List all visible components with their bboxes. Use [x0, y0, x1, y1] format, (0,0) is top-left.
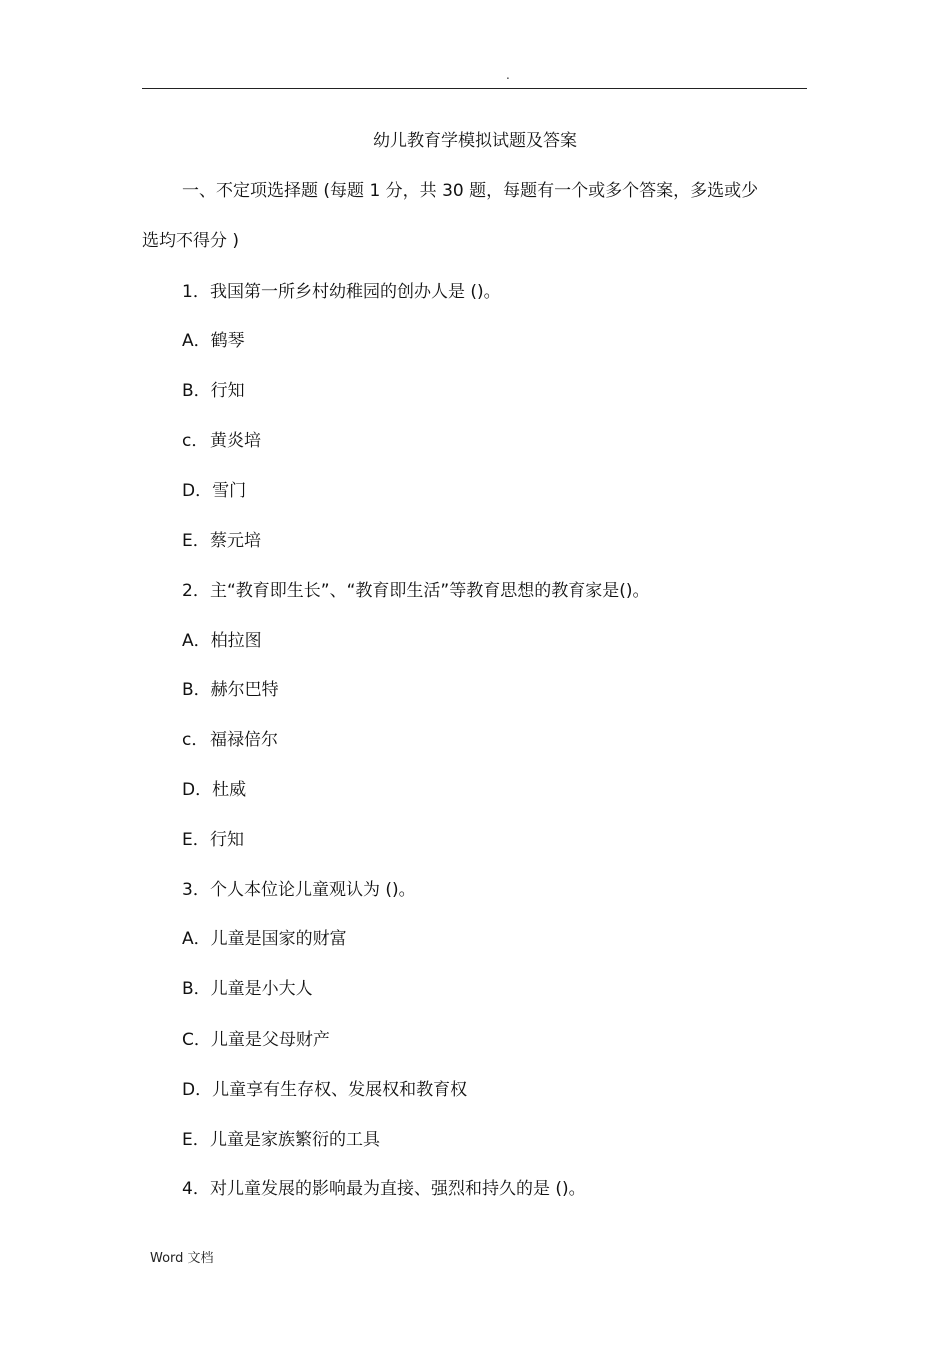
option-label: A．: [182, 631, 211, 651]
option-text: 行知: [210, 381, 245, 401]
option-text: 儿童是国家的财富: [210, 929, 347, 949]
option-text: 儿童是小大人: [210, 979, 313, 999]
option-item: [182, 380, 245, 402]
option-text: 杜威: [212, 780, 247, 800]
option-text: 赫尔巴特: [210, 680, 279, 700]
question-text: 对儿童发展的影响最为直接、强烈和持久的是 ()。: [210, 1179, 586, 1199]
option-label: A．: [182, 929, 211, 949]
option-label: D．: [182, 780, 213, 800]
option-text: 福禄倍尔: [210, 730, 278, 750]
option-item: [182, 530, 261, 552]
option-label: D．: [182, 1080, 213, 1100]
option-text: 雪门: [212, 481, 247, 501]
option-item: [182, 829, 244, 851]
option-label: c．: [182, 730, 209, 750]
option-item: [182, 1029, 330, 1051]
question-label: 1．: [182, 282, 210, 302]
option-label: E．: [182, 830, 210, 850]
option-text: 鹤琴: [210, 331, 245, 351]
option-text: 柏拉图: [210, 631, 262, 651]
option-item: [182, 679, 279, 701]
option-label: c．: [182, 431, 209, 451]
option-item: [182, 978, 313, 1000]
question-2: [182, 580, 650, 602]
question-4: [182, 1178, 586, 1200]
question-label: 2．: [182, 581, 210, 601]
option-item: [182, 1129, 380, 1151]
option-label: C．: [182, 1030, 211, 1050]
option-item: [182, 928, 347, 950]
option-label: D．: [182, 481, 213, 501]
question-text: 主“教育即生长”、“教育即生活”等教育思想的教育家是()。: [210, 581, 650, 601]
option-text: 黄炎培: [210, 431, 261, 451]
option-text: 儿童享有生存权、发展权和教育权: [212, 1080, 468, 1100]
question-label: 4．: [182, 1179, 210, 1199]
document-title: 幼儿教育学模拟试题及答案: [373, 131, 577, 151]
header-mark: .: [506, 68, 510, 82]
option-text: 儿童是家族繁衍的工具: [210, 1130, 380, 1150]
option-label: E．: [182, 1130, 210, 1150]
option-label: B．: [182, 680, 211, 700]
option-label: A．: [182, 331, 211, 351]
option-label: B．: [182, 381, 211, 401]
option-text: 儿童是父母财产: [210, 1030, 330, 1050]
question-text: 个人本位论儿童观认为 ()。: [210, 880, 416, 900]
option-text: 行知: [210, 830, 244, 850]
option-item: [182, 1079, 467, 1101]
option-item: [182, 779, 246, 801]
option-label: E．: [182, 531, 210, 551]
question-text: 我国第一所乡村幼稚园的创办人是 ()。: [210, 282, 501, 302]
section-heading-line1: 一、不定项选择题 (每题 1 分，共 30 题，每题有一个或多个答案，多选或少: [182, 181, 759, 201]
option-item: [182, 630, 262, 652]
option-text: 蔡元培: [210, 531, 261, 551]
section-heading-line2: 选均不得分 ): [142, 231, 240, 251]
option-item: [182, 480, 246, 502]
option-item: [182, 430, 261, 452]
option-item: [182, 330, 245, 352]
question-label: 3．: [182, 880, 210, 900]
footer-label: Word 文档: [150, 1251, 214, 1266]
option-label: B．: [182, 979, 211, 999]
question-3: [182, 879, 416, 901]
header-rule: [142, 88, 807, 89]
option-item: [182, 729, 278, 751]
question-1: [182, 281, 501, 303]
